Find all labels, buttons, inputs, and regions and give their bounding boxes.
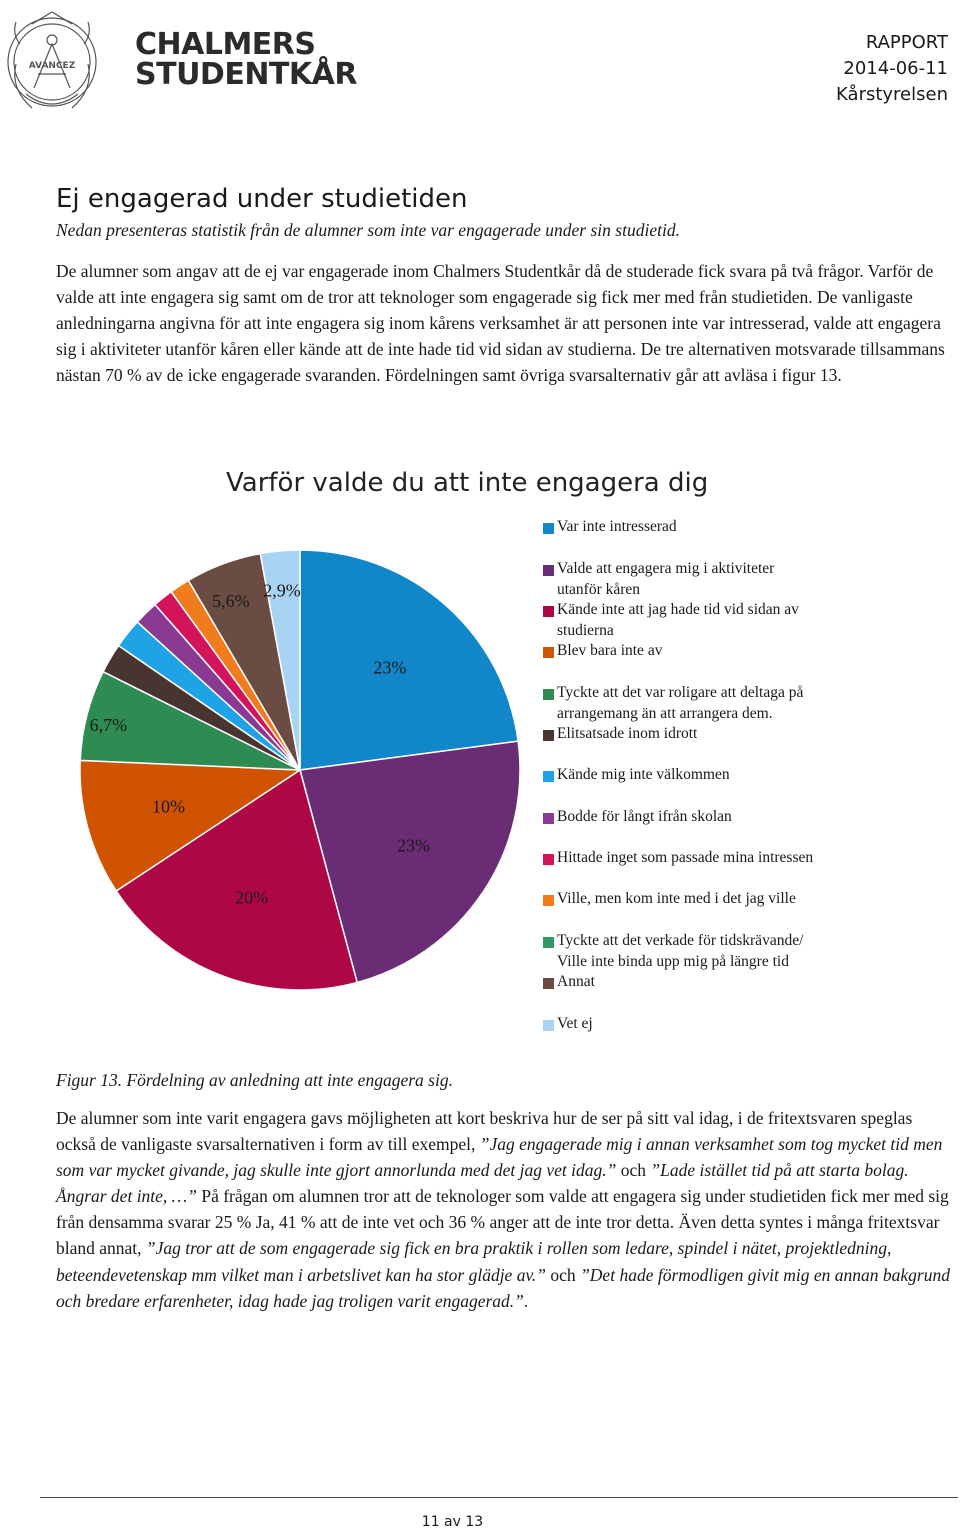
legend-label-line: Var inte intresserad — [557, 518, 677, 535]
quote-3: ”Jag tror att de som engagerade sig fick en bra praktik i rollen som ledare, spindel i nätet, projektledning, beteendevetenskap mm vilket man i arbetslivet kan ha stor glädje av.” — [56, 1238, 892, 1285]
legend-swatch — [543, 978, 554, 989]
legend-label-line: studierna — [557, 621, 614, 639]
legend-swatch — [543, 771, 554, 782]
report-info — [836, 30, 948, 108]
legend-label — [557, 765, 857, 786]
organization-name — [135, 27, 357, 92]
legend-label-line: Bodde för långt ifrån skolan — [557, 808, 732, 825]
quote-1: ”Jag engagerade mig i annan verksamhet som tog mycket tid men som var mycket givande, jag skulle inte gjort annorlunda med det jag vet idag.” — [56, 1134, 943, 1181]
legend-label — [557, 972, 857, 993]
quote-2: ”Lade istället tid på att starta bolag. Ångrar det inte, …” — [56, 1160, 909, 1207]
legend-label-line: Valde att engagera mig i aktiviteter — [557, 560, 775, 577]
legend-label-line: Annat — [557, 973, 595, 990]
legend-swatch — [543, 606, 554, 617]
body-text-2: och — [616, 1160, 651, 1181]
legend-swatch — [543, 647, 554, 658]
legend-label-line: Kände mig inte välkommen — [557, 766, 730, 783]
pie-chart — [60, 530, 540, 1010]
legend-label — [557, 1014, 857, 1035]
legend-swatch — [543, 813, 554, 824]
pie-data-label: 2,9% — [263, 580, 301, 601]
pie-data-label: 23% — [373, 657, 407, 678]
report-date: 2014-06-11 — [843, 58, 948, 79]
pie-data-label: 20% — [235, 887, 269, 908]
report-author: Kårstyrelsen — [836, 84, 948, 105]
legend-swatch — [543, 895, 554, 906]
legend-label-line: Blev bara inte av — [557, 642, 663, 659]
quote-4: ”Det hade förmodligen givit mig en annan bakgrund och bredare erfarenheter, idag hade jag troligen varit engagerad.” — [56, 1264, 950, 1311]
footer-divider — [40, 1497, 958, 1498]
legend-label-line: Ville, men kom inte med i det jag ville — [557, 890, 796, 907]
legend-swatch — [543, 565, 554, 576]
figure-caption: Figur 13. Fördelning av anledning att inte engagera sig. — [56, 1070, 453, 1090]
legend-swatch — [543, 689, 554, 700]
legend-label — [557, 931, 857, 972]
svg-text:AVANCEZ: AVANCEZ — [28, 61, 76, 71]
legend-swatch — [543, 937, 554, 948]
org-name-line2: STUDENTKÅR — [135, 57, 357, 92]
pie-slice — [300, 550, 518, 770]
legend-label — [557, 559, 857, 600]
intro-paragraph: De alumner som angav att de ej var engagerade inom Chalmers Studentkår då de studerade fick svara på två frågor. Varför de valde att inte engagera sig samt om de tror att teknologer som engagerade sig fick mer med från studietiden. De vanligaste anledningarna angivna för att inte engagera sig inom kårens verksamhet är att personen inte var intresserad, valde att engagera sig i aktiviteter utanför kåren eller kände att de inte hade tid vid sidan av studierna. De tre alternativen motsvarade tillsammans nästan 70 % av de icke engagerade svaranden. Fördelningen samt övriga svarsalternativ går att avläsa i figur 13. — [56, 261, 945, 385]
legend-swatch — [543, 730, 554, 741]
pie-data-label: 23% — [396, 835, 430, 856]
legend-label — [557, 683, 857, 724]
legend-label-line: Tyckte att det var roligare att deltaga på — [557, 684, 804, 701]
body-text-3: På frågan om alumnen tror att de teknologer som valde att engagera sig under studietiden fick mer med sig från densamma svarar 25 % Ja, 41 % att de inte vet och 36 % anger att de inte tror detta. Även detta syntes i många fritextsvar bland annat, — [56, 1186, 949, 1259]
legend-label — [557, 807, 857, 828]
legend-swatch — [543, 854, 554, 865]
legend-label-line: Vet ej — [557, 1015, 593, 1032]
legend-label — [557, 724, 857, 745]
legend-label-line: Hittade inget som passade mina intressen — [557, 849, 814, 866]
pie-data-label: 6,7% — [89, 714, 128, 735]
legend-label-line: utanför kåren — [557, 580, 641, 598]
legend-label-line: Ville inte binda upp mig på längre tid — [557, 952, 789, 970]
legend-label-line: Kände inte att jag hade tid vid sidan av — [557, 601, 799, 618]
section-subtitle: Nedan presenteras statistik från de alumner som inte var engagerade under sin studietid. — [56, 220, 680, 240]
chalmers-seal-logo — [2, 4, 102, 122]
pie-data-label: 5,6% — [212, 590, 250, 611]
org-name-line1: CHALMERS — [135, 27, 316, 62]
legend-swatch — [543, 1020, 554, 1031]
legend-swatch — [543, 523, 554, 534]
section-title: Ej engagerad under studietiden — [56, 184, 468, 214]
legend-label-line: Tyckte att det verkade för tidskrävande/ — [557, 932, 804, 949]
legend-label — [557, 848, 857, 869]
body-text-4: och — [546, 1264, 581, 1285]
body-text-5: . — [523, 1290, 529, 1311]
legend-label-line: Elitsatsade inom idrott — [557, 725, 698, 742]
legend-label — [557, 600, 857, 641]
page-number: 11 av 13 — [421, 1514, 484, 1530]
legend-label — [557, 517, 857, 538]
legend-label — [557, 641, 857, 662]
chart-title: Varför valde du att inte engagera dig — [226, 468, 709, 498]
legend-label — [557, 889, 857, 910]
report-label: RAPPORT — [865, 32, 948, 53]
body-text-1: De alumner som inte varit engagera gavs möjligheten att kort beskriva hur de ser på sitt val idag, i de fritextsvaren speglas också de vanligaste svarsalternativen i form av till exempel, — [56, 1108, 913, 1155]
pie-data-label: 10% — [152, 796, 186, 817]
body-paragraph — [56, 1105, 951, 1314]
legend-label-line: arrangemang än att arrangera dem. — [557, 704, 773, 722]
